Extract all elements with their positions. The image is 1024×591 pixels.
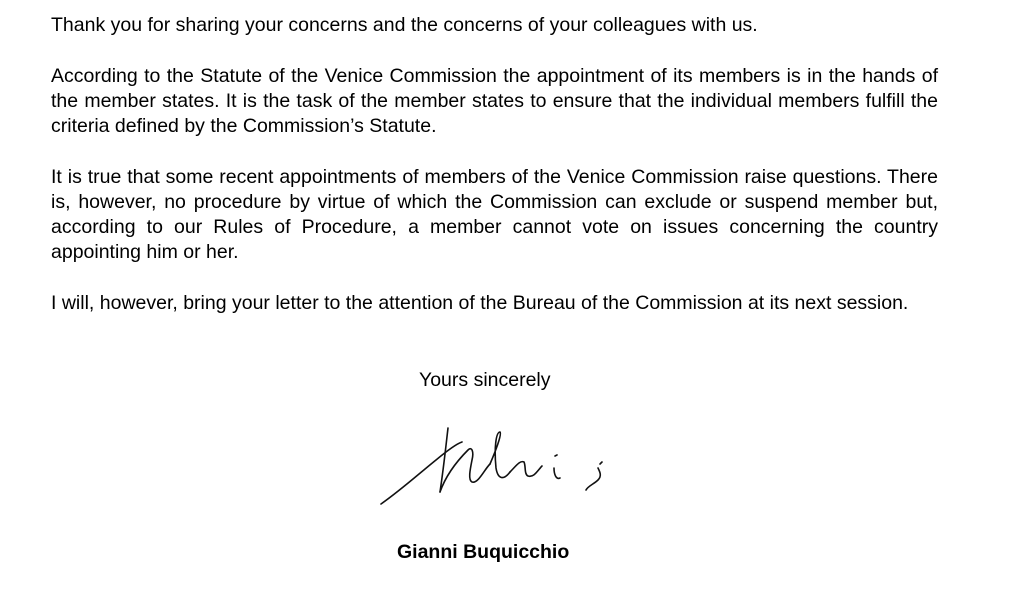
paragraph-bureau: I will, however, bring your letter to the attention of the Bureau of the Commission at its next session. [51,292,909,314]
closing-salutation: Yours sincerely [419,369,551,391]
signer-name: Gianni Buquicchio [397,541,570,563]
paragraph-thanks: Thank you for sharing your concerns and the concerns of your colleagues with us. [51,14,758,36]
paragraph-appointments: It is true that some recent appointments of members of the Venice Commission raise questions. There is, however, no procedure by virtue of which the Commission can exclude or suspend member but, according to our Rules of Procedure, a member cannot vote on issues concerning the country appointing him or her. [51,166,938,263]
handwritten-signature [376,420,616,510]
paragraph-statute: According to the Statute of the Venice Commission the appointment of its members is in the hands of the member states. It is the task of the member states to ensure that the individual members fulfill the criteria defined by the Commission’s Statute. [51,65,938,137]
